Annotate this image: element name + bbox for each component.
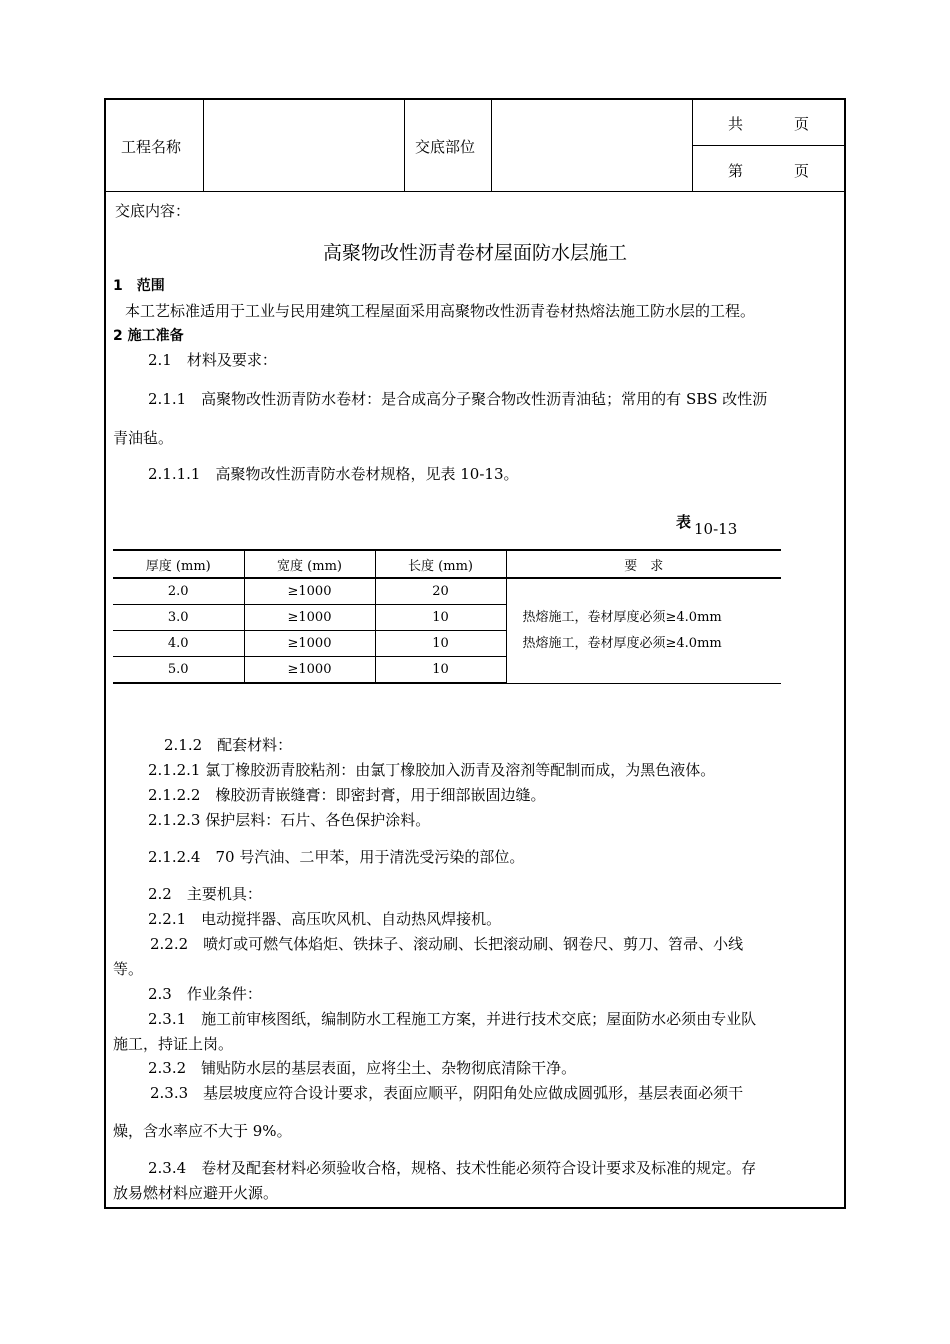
section-2-3-1-line2: 施工，持证上岗。 xyxy=(113,1035,234,1053)
section-2-2-2-line1: 2.2.2 喷灯或可燃气体焰炬、铁抹子、滚动刷、长把滚动刷、钢卷尺、剪刀、笤帚、小线 xyxy=(150,935,744,953)
section-2-1-2-3: 2.1.2.3 保护层料：石片、各色保护涂料。 xyxy=(148,811,431,829)
table-cell: 10 xyxy=(375,631,506,657)
table-row xyxy=(113,578,781,605)
section-2-3-4-line2: 放易燃材料应避开火源。 xyxy=(113,1184,279,1202)
total-pages-unit: 页 xyxy=(794,115,810,133)
section-2-1-2-1: 2.1.2.1 氯丁橡胶沥青胶粘剂：由氯丁橡胶加入沥青及溶剂等配制而成，为黑色液体。 xyxy=(148,761,716,779)
table-cell: ≥1000 xyxy=(244,578,375,605)
section-2-1-2-2: 2.1.2.2 橡胶沥青嵌缝膏：即密封膏，用于细部嵌固边缝。 xyxy=(148,786,546,804)
section-2-3-1-line1: 2.3.1 施工前审核图纸，编制防水工程施工方案，并进行技术交底；屋面防水必须由专业队 xyxy=(148,1010,757,1028)
table-header: 厚度 (mm) xyxy=(113,550,244,578)
header-bottom-line xyxy=(104,191,846,192)
section-2-1-1-line1: 2.1.1 高聚物改性沥青防水卷材：是合成高分子聚合物改性沥青油毡；常用的有 SBS 改性沥 xyxy=(148,390,768,408)
content-label: 交底内容： xyxy=(115,202,191,220)
table-caption-number: 10-13 xyxy=(694,520,738,538)
requirement-line: 热熔施工，卷材厚度必须≥4.0mm xyxy=(522,635,722,651)
section-2-2: 2.2 主要机具： xyxy=(148,885,262,903)
table-cell: 10 xyxy=(375,605,506,631)
section-2-1-1-line2: 青油毡。 xyxy=(113,429,174,447)
section-2-1: 2.1 材料及要求： xyxy=(148,351,277,369)
table-header: 要 求 xyxy=(506,550,781,578)
page-number-unit: 页 xyxy=(794,162,810,180)
table-cell: ≥1000 xyxy=(244,605,375,631)
section-2-3-3-line2: 燥，含水率应不大于 9%。 xyxy=(113,1122,292,1140)
section-2-1-2-4: 2.1.2.4 70 号汽油、二甲苯，用于清洗受污染的部位。 xyxy=(148,848,525,866)
table-cell: 20 xyxy=(375,578,506,605)
total-pages-label: 共 xyxy=(728,115,744,133)
spec-table xyxy=(113,549,781,684)
requirement-cell xyxy=(506,578,781,683)
table-header: 长度 (mm) xyxy=(375,550,506,578)
header-divider xyxy=(692,145,845,146)
section-2-3-4-line1: 2.3.4 卷材及配套材料必须验收合格，规格、技术性能必须符合设计要求及标准的规定。存 xyxy=(148,1159,757,1177)
header-divider xyxy=(203,98,204,192)
section-2-3-2: 2.3.2 铺贴防水层的基层表面，应将尘土、杂物彻底清除干净。 xyxy=(148,1059,577,1077)
table-cell: ≥1000 xyxy=(244,657,375,684)
table-cell: 2.0 xyxy=(113,578,244,605)
section-2-3-3-line1: 2.3.3 基层坡度应符合设计要求，表面应顺平，阴阳角处应做成圆弧形，基层表面必须干 xyxy=(150,1084,744,1102)
requirement-line: 热熔施工，卷材厚度必须≥4.0mm xyxy=(522,609,722,625)
section-1-heading: 1 范围 xyxy=(113,278,165,294)
section-2-1-2: 2.1.2 配套材料： xyxy=(164,736,293,754)
project-name-label: 工程名称 xyxy=(121,138,182,156)
table-cell: 4.0 xyxy=(113,631,244,657)
table-cell: 5.0 xyxy=(113,657,244,684)
section-2-heading: 2 施工准备 xyxy=(113,328,184,344)
table-cell: 3.0 xyxy=(113,605,244,631)
document-title: 高聚物改性沥青卷材屋面防水层施工 xyxy=(322,242,627,264)
table-header-row xyxy=(113,550,781,578)
table-cell: 10 xyxy=(375,657,506,684)
page-number-label: 第 xyxy=(728,162,744,180)
section-2-2-2-line2: 等。 xyxy=(113,960,144,978)
section-1-text: 本工艺标准适用于工业与民用建筑工程屋面采用高聚物改性沥青卷材热熔法施工防水层的工程。 xyxy=(125,302,756,320)
section-2-2-1: 2.2.1 电动搅拌器、高压吹风机、自动热风焊接机。 xyxy=(148,910,502,928)
section-2-3: 2.3 作业条件： xyxy=(148,985,262,1003)
header-divider xyxy=(404,98,405,192)
location-label: 交底部位 xyxy=(415,138,476,156)
header-divider xyxy=(491,98,492,192)
section-2-1-1-1: 2.1.1.1 高聚物改性沥青防水卷材规格，见表 10-13。 xyxy=(148,465,519,483)
table-header: 宽度 (mm) xyxy=(244,550,375,578)
table-caption-label: 表 xyxy=(676,513,692,531)
table-cell: ≥1000 xyxy=(244,631,375,657)
